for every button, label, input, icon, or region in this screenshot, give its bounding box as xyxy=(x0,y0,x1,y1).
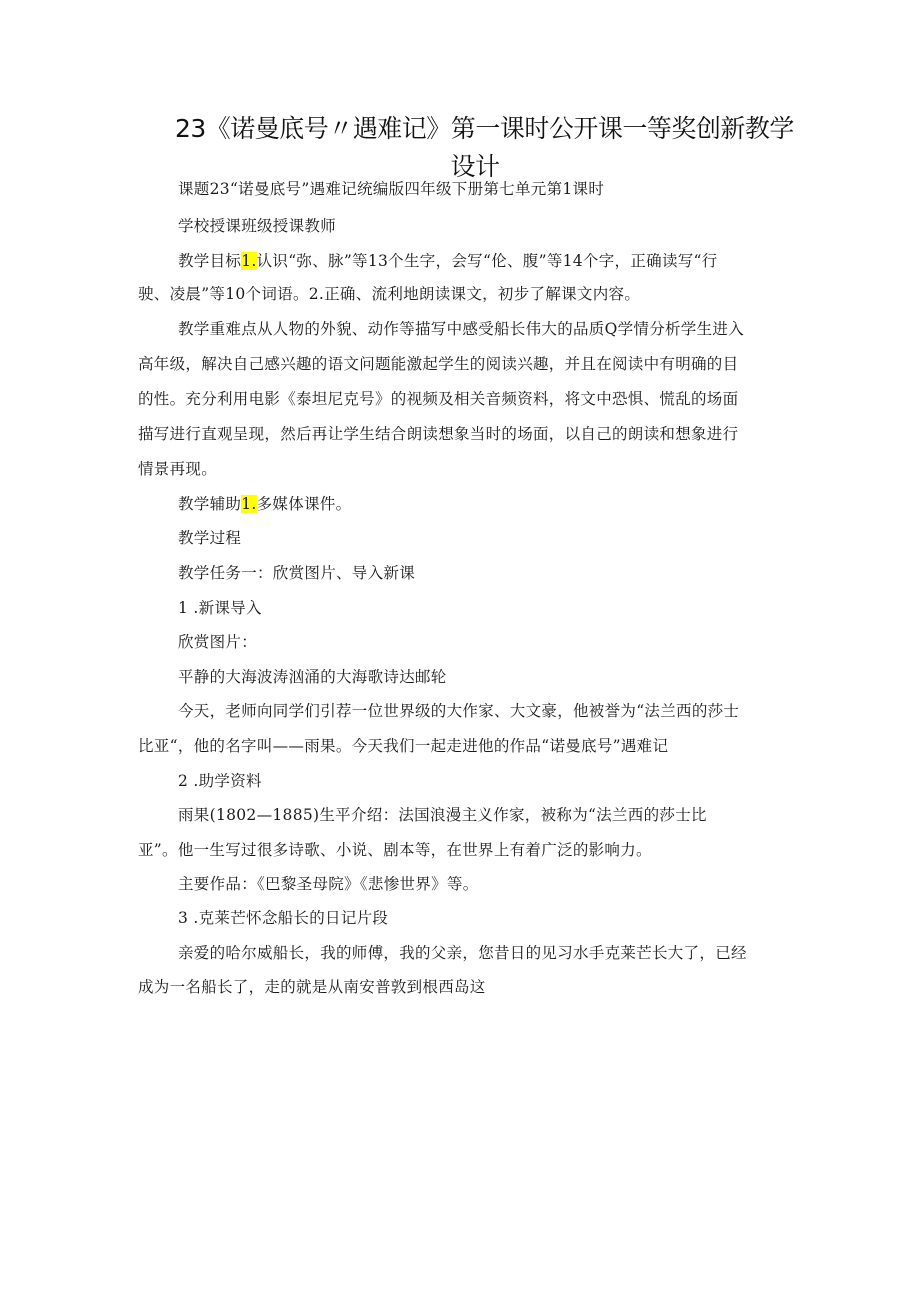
text-line: 比亚“，他的名字叫——雨果。今天我们一起走进他的作品“诺曼底号”遇难记 xyxy=(138,737,669,755)
line-content: 认识“弥、脉”等13个生字，会写“伦、腹”等14个字，正确读写“行 xyxy=(256,252,718,270)
document-title xyxy=(175,110,815,186)
text-line: 描写进行直观呈现，然后再让学生结合朗读想象当时的场面，以自己的朗读和想象进行 xyxy=(138,425,739,443)
text-line: 教学过程 xyxy=(178,529,242,547)
text-line: 2 .助学资料 xyxy=(178,772,262,790)
text-line: 高年级，解决自己感兴趣的语文问题能激起学生的阅读兴趣，并且在阅读中有明确的目 xyxy=(138,355,739,373)
line-content: 多媒体课件。 xyxy=(256,495,352,513)
text-line: 欣赏图片： xyxy=(178,633,258,651)
text-line: 课题23“诺曼底号”遇难记统编版四年级下册第七单元第1课时 xyxy=(178,180,605,198)
text-line xyxy=(178,493,351,515)
text-line xyxy=(178,250,718,272)
text-line: 学校授课班级授课教师 xyxy=(178,217,337,235)
text-line: 教学重难点从人物的外貌、动作等描写中感受船长伟大的品质Q学情分析学生进入 xyxy=(178,320,745,338)
line-label: 教学辅助 xyxy=(178,495,242,513)
text-line: 3 .克莱芒怀念船长的日记片段 xyxy=(178,909,389,927)
text-line: 的性。充分利用电影《泰坦尼克号》的视频及相关音频资料，将文中恐惧、慌乱的场面 xyxy=(138,390,739,408)
text-line: 雨果(1802—1885)生平介绍：法国浪漫主义作家，被称为“法兰西的莎士比 xyxy=(178,806,707,824)
text-line: 亚”。他一生写过很多诗歌、小说、剧本等，在世界上有着广泛的影响力。 xyxy=(138,841,652,859)
line-label: 教学目标 xyxy=(178,252,242,270)
highlighted-number: 1. xyxy=(241,252,257,270)
text-line: 教学任务一：欣赏图片、导入新课 xyxy=(178,564,416,582)
text-line: 亲爱的哈尔威船长，我的师傅，我的父亲，您昔日的见习水手克莱芒长大了，已经 xyxy=(178,944,747,962)
text-line: 情景再现。 xyxy=(138,460,218,478)
highlighted-number: 1. xyxy=(241,495,257,513)
title-line-1: 23《诺曼底号〃遇难记》第一课时公开课一等奖创新教学 xyxy=(175,114,794,143)
text-line: 主要作品：《巴黎圣母院》《悲惨世界》等。 xyxy=(178,875,479,893)
text-line: 平静的大海波涛汹涌的大海歌诗达邮轮 xyxy=(178,668,447,686)
title-line-2: 设计 xyxy=(450,152,500,181)
text-line: 今天，老师向同学们引荐一位世界级的大作家、大文豪，他被誉为“法兰西的莎士 xyxy=(178,702,740,720)
text-line: 成为一名船长了，走的就是从南安普敦到根西岛这 xyxy=(138,978,486,996)
text-line: 驶、凌晨”等10个词语。2.正确、流利地朗读课文，初步了解课文内容。 xyxy=(138,285,641,303)
text-line: 1 .新课导入 xyxy=(178,599,262,617)
